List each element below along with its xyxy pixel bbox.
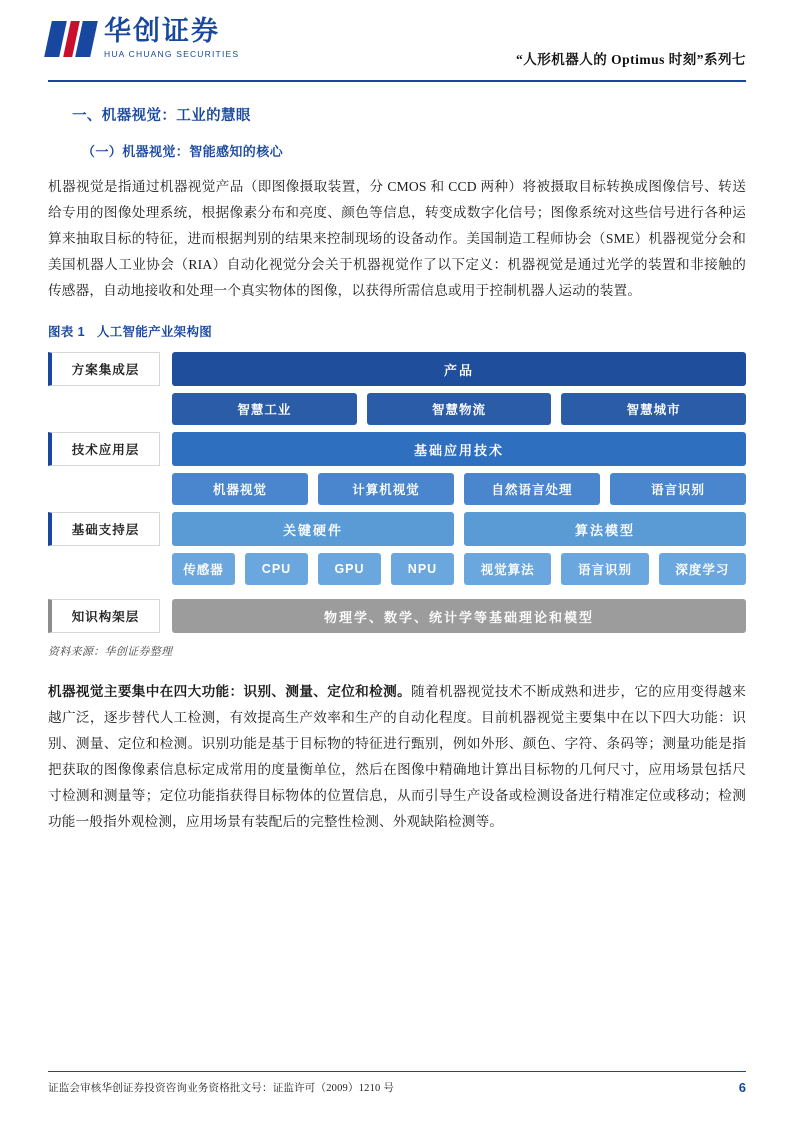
logo-mark-icon xyxy=(48,19,96,59)
footer-divider xyxy=(48,1071,746,1073)
chip-deep-learning: 深度学习 xyxy=(659,553,746,585)
chip-machine-vision: 机器视觉 xyxy=(172,473,308,505)
figure-row-base-layer xyxy=(48,512,746,546)
figure-source-note: 资料来源：华创证券整理 xyxy=(48,646,173,658)
chips-base-items xyxy=(172,553,746,592)
banner-fundamental-theory: 物理学、数学、统计学等基础理论和模型 xyxy=(172,599,746,633)
banner-algorithm-model: 算法模型 xyxy=(464,512,746,546)
paragraph-1: 机器视觉是指通过机器视觉产品（即图像摄取装置，分 CMOS 和 CCD 两种）将被摄取目标转换成图像信号、转送给专用的图像处理系统，根据像素分布和亮度、颜色等信息，转变成数字化信号；图像系统对这些信号进行各种运算来抽取目标的特征，进而根据判别的结果来控制现场的设备动作。美国制造工程师协会（SME）机器视觉分会和美国机器人工业协会（RIA）自动化视觉分会关于机器视觉作了以下定义：机器视觉是通过光学的装置和非接触的传感器，自动地接收和处理一个真实物体的图像，以获得所需信息或用于控制机器人运动的装置。 xyxy=(48,179,746,298)
chip-nlp: 自然语言处理 xyxy=(464,473,600,505)
chip-computer-vision: 计算机视觉 xyxy=(318,473,454,505)
chip-npu: NPU xyxy=(391,553,454,585)
chip-sensor: 传感器 xyxy=(172,553,235,585)
banner-basic-application-tech: 基础应用技术 xyxy=(172,432,746,466)
chip-smart-logistics: 智慧物流 xyxy=(367,393,552,425)
chip-cpu: CPU xyxy=(245,553,308,585)
report-series-title: “人形机器人的 Optimus 时刻”系列七 xyxy=(515,52,746,67)
exhibit-caption xyxy=(48,322,746,340)
layer-label-base: 基础支持层 xyxy=(48,512,160,546)
chip-speech-recognition-2: 语言识别 xyxy=(561,553,648,585)
page-number: 6 xyxy=(738,1080,746,1095)
exhibit-title-text: 人工智能产业架构图 xyxy=(96,325,213,339)
page-header xyxy=(48,0,746,82)
figure-row-tech-layer xyxy=(48,432,746,466)
paragraph-2-lead: 机器视觉主要集中在四大功能：识别、测量、定位和检测。 xyxy=(48,684,412,699)
layer-label-knowledge: 知识构架层 xyxy=(48,599,160,633)
paragraph-2 xyxy=(48,679,746,835)
chip-speech-recognition: 语言识别 xyxy=(610,473,746,505)
logo-text-cn: 华创证券 xyxy=(104,16,220,46)
banner-key-hardware: 关键硬件 xyxy=(172,512,454,546)
chip-smart-city: 智慧城市 xyxy=(561,393,746,425)
page-footer xyxy=(48,1071,746,1096)
figure-ai-industry-architecture xyxy=(48,350,746,659)
chips-solution-items xyxy=(172,393,746,425)
chips-tech-items xyxy=(172,473,746,505)
layer-label-solution: 方案集成层 xyxy=(48,352,160,386)
paragraph-2-body: 随着机器视觉技术不断成熟和进步，它的应用变得越来越广泛，逐步替代人工检测，有效提高生产效率和生产的自动化程度。目前机器视觉主要集中在以下四大功能：识别、测量、定位和检测。识别功能是基于目标物的特征进行甄别，例如外形、颜色、字符、条码等；测量功能是指把获取的图像像素信息标定成常用的度量衡单位，然后在图像中精确地计算出目标物的几何尺寸，应用场景包括尺寸检测和测量等；定位功能指获得目标物体的位置信息，从而引导生产设备或检测设备进行精准定位或移动；检测功能一般指外观检测，应用场景有装配后的完整性检测、外观缺陷检测等。 xyxy=(48,684,746,829)
exhibit-label: 图表 xyxy=(48,325,74,339)
subsection-title: （一）机器视觉：智能感知的核心 xyxy=(82,144,284,159)
logo-text-en: HUA CHUANG SECURITIES xyxy=(104,49,240,59)
chip-gpu: GPU xyxy=(318,553,381,585)
header-divider xyxy=(48,80,746,82)
section-title: 一、机器视觉：工业的慧眼 xyxy=(72,108,251,124)
chip-smart-industry: 智慧工业 xyxy=(172,393,357,425)
chip-vision-algorithm: 视觉算法 xyxy=(464,553,551,585)
layer-label-tech: 技术应用层 xyxy=(48,432,160,466)
exhibit-number: 1 xyxy=(77,325,85,339)
page-content xyxy=(48,82,746,835)
figure-row-knowledge-layer xyxy=(48,599,746,633)
banner-product: 产品 xyxy=(172,352,746,386)
figure-row-solution-layer xyxy=(48,352,746,386)
footer-disclaimer: 证监会审核华创证券投资咨询业务资格批文号：证监许可（2009）1210 号 xyxy=(48,1083,395,1094)
